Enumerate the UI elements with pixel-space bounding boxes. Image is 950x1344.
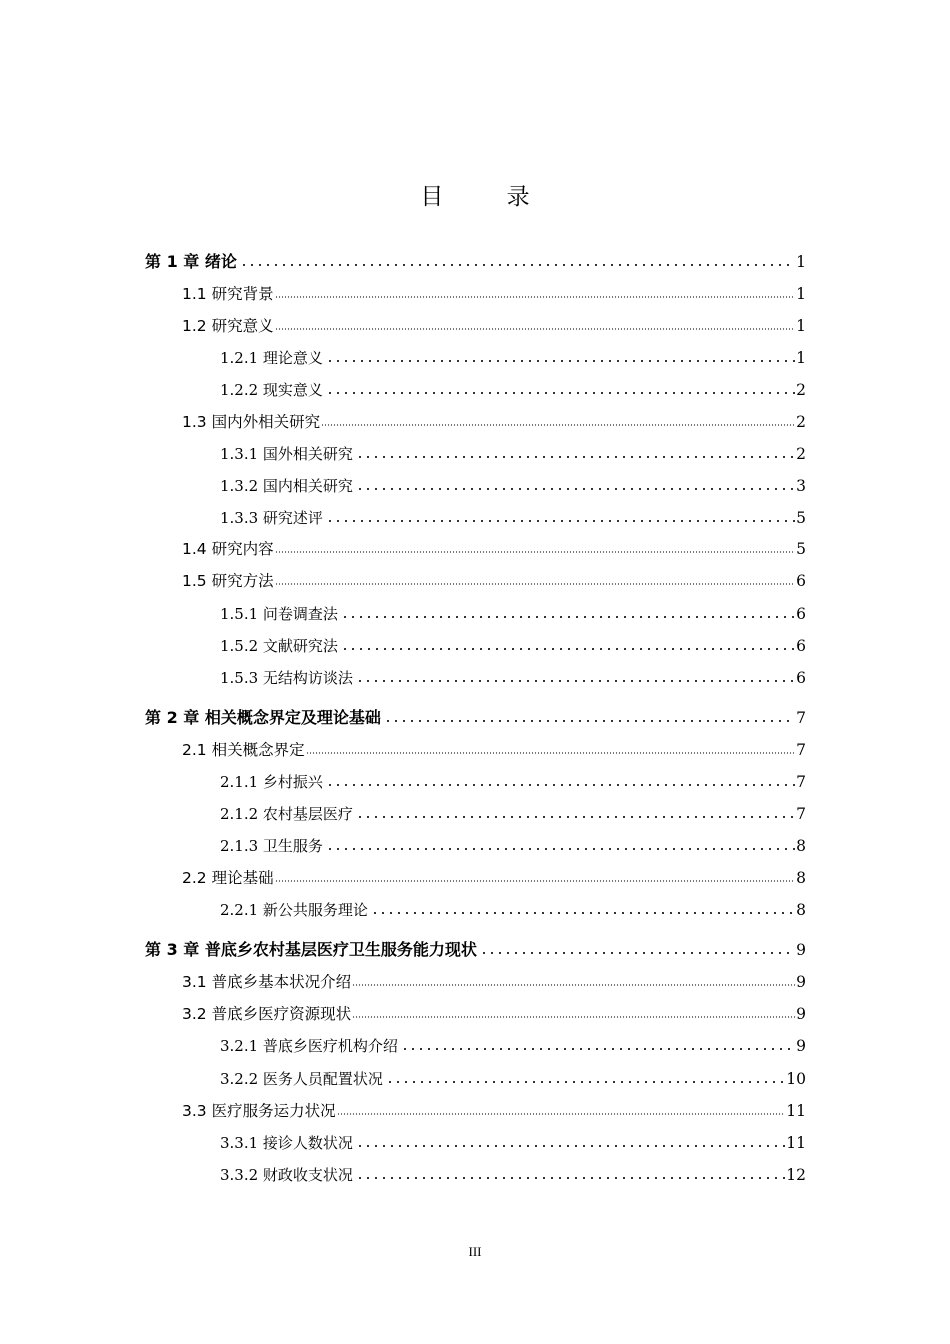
toc-dot-leader [321,414,795,428]
toc-entry-label: 第 2 章 相关概念界定及理论基础 [145,708,381,727]
toc-entry[interactable] [182,1097,806,1121]
toc-entry[interactable] [220,600,806,624]
toc-entry-page: 2 [796,445,806,463]
toc-entry-label: 1.5.2 文献研究法 [220,637,338,655]
toc-entry-label: 3.3.2 财政收支状况 [220,1166,353,1184]
toc-entry[interactable] [182,736,806,760]
toc-entry-page: 7 [796,741,806,759]
toc-entry[interactable] [220,504,806,528]
toc-dot-leader [384,1071,785,1085]
toc-entry-page: 8 [796,837,806,855]
toc-entry[interactable] [220,664,806,688]
toc-entry[interactable] [220,376,806,400]
toc-entry[interactable] [182,864,806,888]
toc-entry-label: 1.5.3 无结构访谈法 [220,669,353,687]
toc-entry-label: 3.2 普底乡医疗资源现状 [182,1005,352,1023]
toc-entry-page: 9 [796,941,806,959]
toc-entry-page: 9 [796,1037,806,1055]
toc-dot-leader [354,1167,785,1181]
toc-entry-page: 7 [796,773,806,791]
toc-entry[interactable] [220,768,806,792]
toc-entry-page: 3 [796,477,806,495]
toc-dot-leader [324,510,795,524]
toc-dot-leader [339,606,795,620]
toc-entry[interactable] [220,896,806,920]
toc-entry-label: 1.2.1 理论意义 [220,349,323,367]
toc-dot-leader [275,541,796,555]
toc-dot-leader [354,478,795,492]
toc-entry[interactable] [182,1000,806,1024]
toc-dot-leader [324,382,795,396]
toc-entry[interactable] [220,832,806,856]
toc-dot-leader [354,1135,785,1149]
toc-dot-leader [324,774,795,788]
toc-dot-leader [354,446,795,460]
toc-entry-page: 7 [796,805,806,823]
toc-entry[interactable] [220,1065,806,1089]
footer-page-number: III [468,1244,482,1259]
toc-entry-page: 11 [786,1102,806,1120]
toc-entry[interactable] [220,1129,806,1153]
toc-entry[interactable] [220,344,806,368]
toc-entry[interactable] [182,968,806,992]
toc-dot-leader [478,942,795,956]
toc-dot-leader [275,573,796,587]
toc-entry[interactable] [182,567,806,591]
toc-entry-label: 2.2.1 新公共服务理论 [220,901,368,919]
toc-entry[interactable] [145,704,806,728]
toc-entry[interactable] [220,440,806,464]
toc-entry-page: 6 [796,669,806,687]
toc-entry-label: 2.1.3 卫生服务 [220,837,323,855]
toc-entry-page: 6 [796,605,806,623]
toc-entry-label: 3.2.2 医务人员配置状况 [220,1070,383,1088]
toc-entry-page: 9 [796,973,806,991]
toc-entry-page: 6 [796,572,806,590]
toc-entry-label: 1.1 研究背景 [182,285,274,303]
toc-entry[interactable] [182,280,806,304]
toc-dot-leader [354,806,795,820]
toc-entry-label: 1.5 研究方法 [182,572,274,590]
toc-entry-page: 1 [796,317,806,335]
toc-dot-leader [238,254,795,268]
toc-dot-leader [275,870,796,884]
toc-entry[interactable] [182,408,806,432]
toc-dot-leader [382,710,795,724]
toc-entry-page: 1 [796,253,806,271]
toc-dot-leader [306,742,796,756]
toc-dot-leader [324,350,795,364]
page-title: 目 录 [420,184,558,210]
toc-entry[interactable] [220,1161,806,1185]
toc-entry-page: 9 [796,1005,806,1023]
toc-entry-label: 1.5.1 问卷调查法 [220,605,338,623]
toc-entry-label: 1.2.2 现实意义 [220,381,323,399]
toc-entry[interactable] [182,312,806,336]
toc-entry-label: 第 1 章 绪论 [145,252,237,271]
toc-entry-label: 2.1.2 农村基层医疗 [220,805,353,823]
toc-entry-page: 8 [796,869,806,887]
toc-entry-label: 2.2 理论基础 [182,869,274,887]
toc-entry-label: 2.1 相关概念界定 [182,741,305,759]
toc-entry-page: 11 [786,1134,806,1152]
toc-entry-label: 3.3 医疗服务运力状况 [182,1102,336,1120]
toc-dot-leader [352,974,795,988]
toc-entry-label: 1.3.2 国内相关研究 [220,477,353,495]
toc-entry-page: 12 [786,1166,806,1184]
toc-entry[interactable] [145,248,806,272]
toc-entry-page: 8 [796,901,806,919]
toc-dot-leader [339,638,795,652]
toc-entry[interactable] [220,1032,806,1056]
toc-entry[interactable] [220,800,806,824]
toc-dot-leader [369,902,795,916]
toc-entry[interactable] [220,472,806,496]
toc-entry-label: 3.2.1 普底乡医疗机构介绍 [220,1037,398,1055]
toc-entry-page: 7 [796,709,806,727]
toc-entry-page: 5 [796,540,806,558]
toc-entry-label: 第 3 章 普底乡农村基层医疗卫生服务能力现状 [145,940,477,959]
toc-entry[interactable] [145,936,806,960]
toc-entry-label: 1.3.1 国外相关研究 [220,445,353,463]
toc-entry-page: 5 [796,509,806,527]
toc-entry-label: 3.1 普底乡基本状况介绍 [182,973,352,991]
toc-dot-leader [324,838,795,852]
toc-entry-label: 1.2 研究意义 [182,317,274,335]
toc-dot-leader [399,1038,795,1052]
toc-entry-page: 6 [796,637,806,655]
toc-dot-leader [275,286,796,300]
toc-dot-leader [275,318,796,332]
toc-entry-page: 2 [796,381,806,399]
toc-entry-page: 10 [786,1070,806,1088]
toc-entry-page: 1 [796,349,806,367]
toc-dot-leader [352,1006,795,1020]
toc-entry-label: 1.3.3 研究述评 [220,509,323,527]
toc-entry[interactable] [220,632,806,656]
toc-dot-leader [337,1103,786,1117]
toc-dot-leader [354,670,795,684]
toc-entry-label: 1.4 研究内容 [182,540,274,558]
toc-entry-label: 1.3 国内外相关研究 [182,413,321,431]
toc-entry-page: 2 [796,413,806,431]
toc-entry[interactable] [182,535,806,559]
toc-entry-label: 3.3.1 接诊人数状况 [220,1134,353,1152]
toc-entry-page: 1 [796,285,806,303]
toc-entry-label: 2.1.1 乡村振兴 [220,773,323,791]
